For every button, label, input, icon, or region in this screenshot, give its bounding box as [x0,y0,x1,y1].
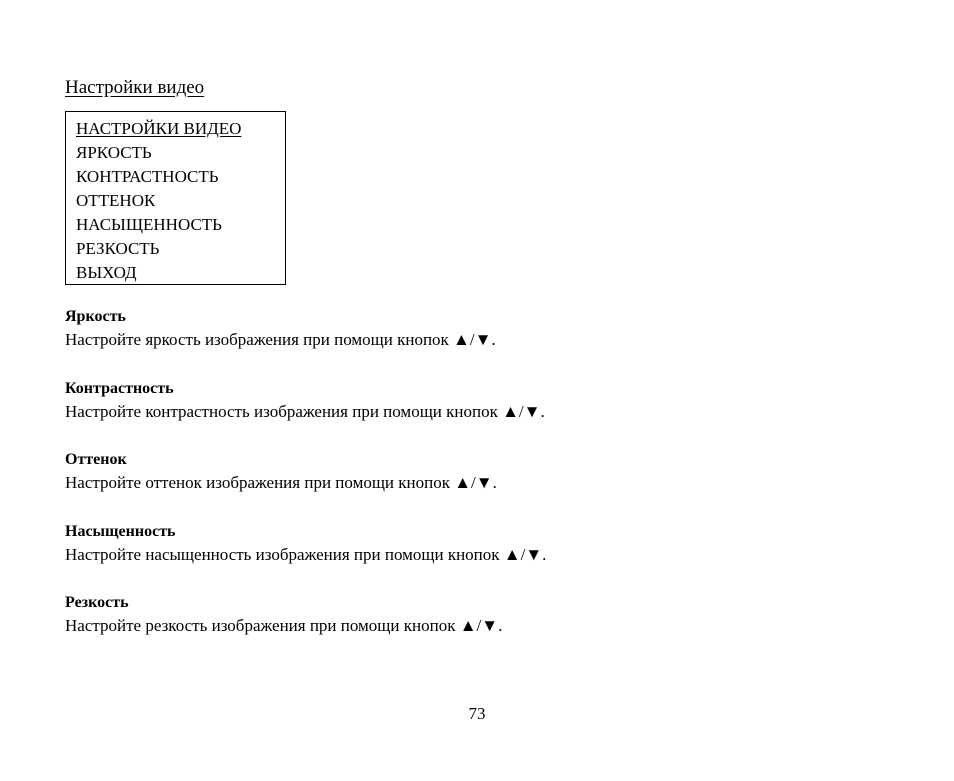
page-number: 73 [468,704,486,723]
section-title: Насыщенность [65,523,176,540]
section-title: Контрастность [65,380,174,397]
menu-item-sharpness: РЕЗКОСТЬ [76,239,160,258]
section-sharpness [65,593,502,637]
menu-item-brightness: ЯРКОСТЬ [76,143,152,162]
page-title: Настройки видео [65,77,205,98]
section-saturation [65,522,546,566]
menu-item-saturation: НАСЫЩЕННОСТЬ [76,215,222,234]
section-description: Настройте резкость изображения при помощи кнопок ▲/▼. [65,616,503,635]
section-title: Яркость [65,308,126,325]
video-settings-menu [65,111,286,285]
section-title: Оттенок [65,451,127,468]
section-description: Настройте контрастность изображения при помощи кнопок ▲/▼. [65,402,545,421]
section-description: Настройте яркость изображения при помощи кнопок ▲/▼. [65,330,496,349]
section-hue [65,450,497,494]
menu-title: НАСТРОЙКИ ВИДЕО [76,119,242,138]
menu-item-exit: ВЫХОД [76,263,137,282]
menu-item-contrast: КОНТРАСТНОСТЬ [76,167,219,186]
section-title: Резкость [65,594,129,611]
section-description: Настройте оттенок изображения при помощи кнопок ▲/▼. [65,473,497,492]
menu-item-hue: ОТТЕНОК [76,191,156,210]
section-description: Настройте насыщенность изображения при помощи кнопок ▲/▼. [65,545,547,564]
section-brightness [65,307,496,351]
section-contrast [65,379,545,423]
